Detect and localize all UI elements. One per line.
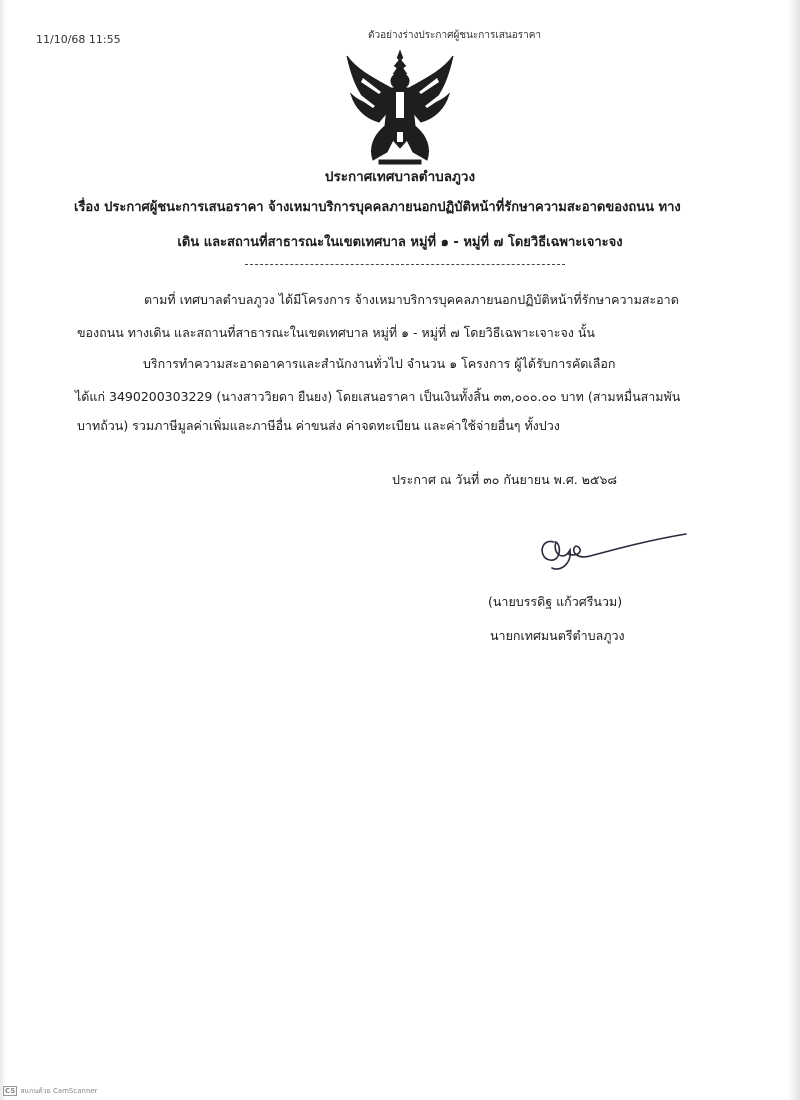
announcement-date: ประกาศ ณ วันที่ ๓๐ กันยายน พ.ศ. ๒๕๖๘	[392, 472, 618, 487]
garuda-emblem-icon	[343, 48, 457, 166]
body-line-3: บริการทำความสะอาดอาคารและสำนักงานทั่วไป จำนวน ๑ โครงการ ผู้ได้รับการคัดเลือก	[143, 356, 616, 371]
signer-name: (นายบรรดิฐ แก้วศรีนวม)	[488, 594, 623, 609]
draft-header-note: ตัวอย่างร่างประกาศผู้ชนะการเสนอราคา	[368, 30, 541, 41]
body-line-2: ของถนน ทางเดิน และสถานที่สาธารณะในเขตเทศบาล หมู่ที่ ๑ - หมู่ที่ ๗ โดยวิธีเฉพาะเจาะจง นั้น	[77, 325, 595, 340]
body-line-4: ได้แก่ 3490200303229 (นางสาววิยดา ยืนยง) โดยเสนอราคา เป็นเงินทั้งสิ้น ๓๓,๐๐๐.๐๐ บาท (สามหมื่นสามพัน	[75, 389, 681, 404]
organization-title: ประกาศเทศบาลตำบลภูวง	[324, 169, 476, 185]
handwritten-signature	[530, 528, 690, 576]
signer-position: นายกเทศมนตรีตำบลภูวง	[490, 628, 625, 643]
camscanner-icon: CS	[5, 1087, 16, 1095]
scanner-text: สแกนด้วย CamScanner	[20, 1087, 98, 1095]
scanner-watermark	[3, 1086, 98, 1097]
dashed-divider	[245, 264, 565, 265]
subject-line-2: เดิน และสถานที่สาธารณะในเขตเทศบาล หมู่ที่ ๑ - หมู่ที่ ๗ โดยวิธีเฉพาะเจาะจง	[177, 235, 623, 250]
subject-line-1: เรื่อง ประกาศผู้ชนะการเสนอราคา จ้างเหมาบริการบุคคลภายนอกปฏิบัติหน้าที่รักษาความสะอาดของถนน ทาง	[74, 200, 681, 215]
body-line-1: ตามที่ เทศบาลตำบลภูวง ได้มีโครงการ จ้างเหมาบริการบุคคลภายนอกปฏิบัติหน้าที่รักษาความสะอาด	[144, 292, 679, 307]
print-timestamp: 11/10/68 11:55	[36, 33, 121, 46]
body-line-5: บาทถ้วน) รวมภาษีมูลค่าเพิ่มและภาษีอื่น ค่าขนส่ง ค่าจดทะเบียน และค่าใช้จ่ายอื่นๆ ทั้งปวง	[77, 418, 560, 433]
